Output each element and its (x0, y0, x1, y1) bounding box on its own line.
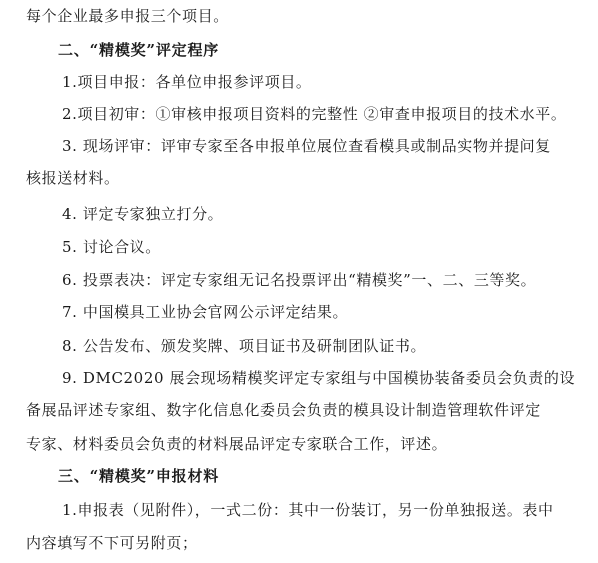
item-5-discussion: 5. 讨论合议。 (62, 238, 161, 256)
item-9-joint-work: 9. DMC2020 展会现场精模奖评定专家组与中国模协装备委员会负责的设 (62, 369, 576, 387)
section-3-item-1: 1.申报表（见附件），一式二份：其中一份装订，另一份单独报送。表中 (62, 501, 554, 519)
item-6-voting: 6. 投票表决：评定专家组无记名投票评出“精模奖”一、二、三等奖。 (62, 271, 537, 289)
intro-tail-line: 每个企业最多申报三个项目。 (26, 7, 229, 25)
section-2-heading: 二、“精模奖”评定程序 (58, 41, 220, 59)
item-2-preliminary-review: 2.项目初审：①审核申报项目资料的完整性 ②审查申报项目的技术水平。 (62, 105, 567, 123)
item-1-project-application: 1.项目申报：各单位申报参评项目。 (62, 73, 312, 91)
item-7-publicity: 7. 中国模具工业协会官网公示评定结果。 (62, 303, 349, 321)
section-3-item-1-continuation: 内容填写不下可另附页； (26, 534, 198, 552)
item-8-announcement: 8. 公告发布、颁发奖牌、项目证书及研制团队证书。 (62, 337, 427, 355)
item-3-on-site-review: 3. 现场评审：评审专家至各申报单位展位查看模具或制品实物并提问复 (62, 137, 551, 155)
section-3-heading: 三、“精模奖”申报材料 (58, 467, 220, 485)
item-3-continuation: 核报送材料。 (26, 169, 120, 187)
item-9-continuation-1: 备展品评述专家组、数字化信息化委员会负责的模具设计制造管理软件评定 (26, 401, 541, 419)
item-9-continuation-2: 专家、材料委员会负责的材料展品评定专家联合工作，评述。 (26, 435, 448, 453)
item-4-independent-scoring: 4. 评定专家独立打分。 (62, 205, 224, 223)
